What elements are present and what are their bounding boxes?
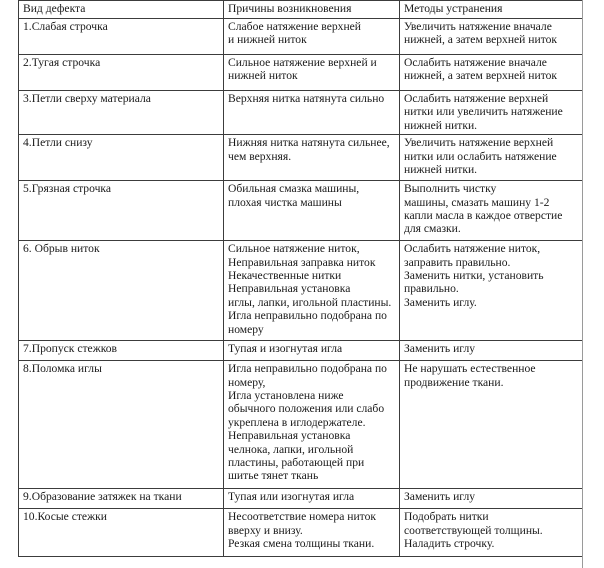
fix-cell [400, 489, 583, 509]
cause-text: Сильное натяжение ниток, Неправильная заправка ниток Некачественные нитки Неправильная установка иглы, лапки, игольной пластины. Игла неправильно подобрана по номеру [228, 242, 392, 336]
table-row [19, 489, 583, 509]
table-row [19, 341, 583, 361]
defect-cell [19, 181, 224, 241]
defect-text: 10.Косые стежки [23, 510, 107, 524]
defect-text: 8.Поломка иглы [23, 362, 102, 376]
fix-text: Увеличить натяжение верхней нитки или ослабить натяжение нижней нитки. [404, 136, 557, 177]
header-causes: Причины возникновения [224, 1, 400, 19]
fix-text: Не нарушать естественное продвижение ткани. [404, 362, 536, 389]
fix-text: Заменить иглу [404, 342, 476, 356]
defect-text: 4.Петли снизу [23, 136, 93, 150]
defect-cell [19, 361, 224, 489]
defect-cell [19, 341, 224, 361]
header-row [19, 1, 583, 19]
fix-cell [400, 19, 583, 55]
sewing-defects-table [18, 0, 583, 557]
defect-cell [19, 241, 224, 341]
cause-cell [224, 19, 400, 55]
defect-text: 6. Обрыв ниток [23, 242, 100, 256]
defect-text: 5.Грязная строчка [23, 182, 112, 196]
document-page [18, 0, 582, 557]
fix-cell [400, 509, 583, 557]
cause-text: Слабое натяжение верхней и нижней ниток [228, 20, 361, 47]
table-row [19, 19, 583, 55]
defect-cell [19, 135, 224, 181]
cause-text: Нижняя нитка натянута сильнее, чем верхняя. [228, 136, 390, 163]
defect-text: 9.Образование затяжек на ткани [23, 490, 182, 504]
fix-text: Ослабить натяжение верхней нитки или увеличить натяжение нижней нитки. [404, 92, 563, 132]
defect-cell [19, 55, 224, 91]
page-edge-line [582, 0, 583, 568]
fix-text: Увеличить натяжение вначале нижней, а затем верхней ниток [404, 20, 558, 47]
table-row [19, 181, 583, 241]
table-row [19, 361, 583, 489]
fix-cell [400, 55, 583, 91]
defect-cell [19, 509, 224, 557]
table-row [19, 509, 583, 557]
fix-text: Выполнить чистку машины, смазать машину 1-2 капли масла в каждое отверстие для смазки. [404, 182, 563, 236]
cause-text: Сильное натяжение верхней и нижней ниток [228, 56, 377, 83]
cause-cell [224, 341, 400, 361]
cause-cell [224, 241, 400, 341]
table-row [19, 135, 583, 181]
table-row [19, 91, 583, 135]
cause-cell [224, 361, 400, 489]
fix-cell [400, 91, 583, 135]
fix-cell [400, 341, 583, 361]
defect-text: 3.Петли сверху материала [23, 92, 151, 105]
fix-text: Заменить иглу [404, 490, 476, 504]
defect-cell [19, 19, 224, 55]
fix-text: Ослабить натяжение ниток, заправить правильно. Заменить нитки, установить правильно. Заменить иглу. [404, 242, 544, 309]
cause-text: Обильная смазка машины, плохая чистка машины [228, 182, 360, 209]
table-row [19, 241, 583, 341]
defect-text: 2.Тугая строчка [23, 56, 101, 69]
cause-text: Тупая и изогнутая игла [228, 342, 343, 356]
defect-cell [19, 91, 224, 135]
cause-cell [224, 91, 400, 135]
defect-text: 7.Пропуск стежков [23, 342, 118, 356]
defect-text: 1.Слабая строчка [23, 20, 108, 33]
defect-cell [19, 489, 224, 509]
table-row [19, 55, 583, 91]
cause-text: Тупая или изогнутая игла [228, 490, 355, 504]
cause-cell [224, 509, 400, 557]
cause-cell [224, 55, 400, 91]
fix-text: Подобрать нитки соответствующей толщины. Наладить строчку. [404, 510, 543, 551]
cause-text: Несоответствие номера ниток вверху и внизу. Резкая смена толщины ткани. [228, 510, 377, 551]
fix-cell [400, 135, 583, 181]
fix-cell [400, 361, 583, 489]
cause-cell [224, 489, 400, 509]
fix-cell [400, 241, 583, 341]
header-defect-type: Вид дефекта [19, 1, 224, 19]
cause-text: Игла неправильно подобрана по номеру, Игла установлена ниже обычного положения или слабо укреплена в иглодержателе. Неправильная установка челнока, лапки, игольной пластины, работающей при шитье тянет ткань [228, 362, 387, 483]
header-methods: Методы устранения [400, 1, 583, 19]
cause-cell [224, 181, 400, 241]
cause-text: Верхняя нитка натянута сильно [228, 92, 385, 105]
fix-text: Ослабить натяжение вначале нижней, а затем верхней ниток [404, 56, 558, 83]
fix-cell [400, 181, 583, 241]
cause-cell [224, 135, 400, 181]
